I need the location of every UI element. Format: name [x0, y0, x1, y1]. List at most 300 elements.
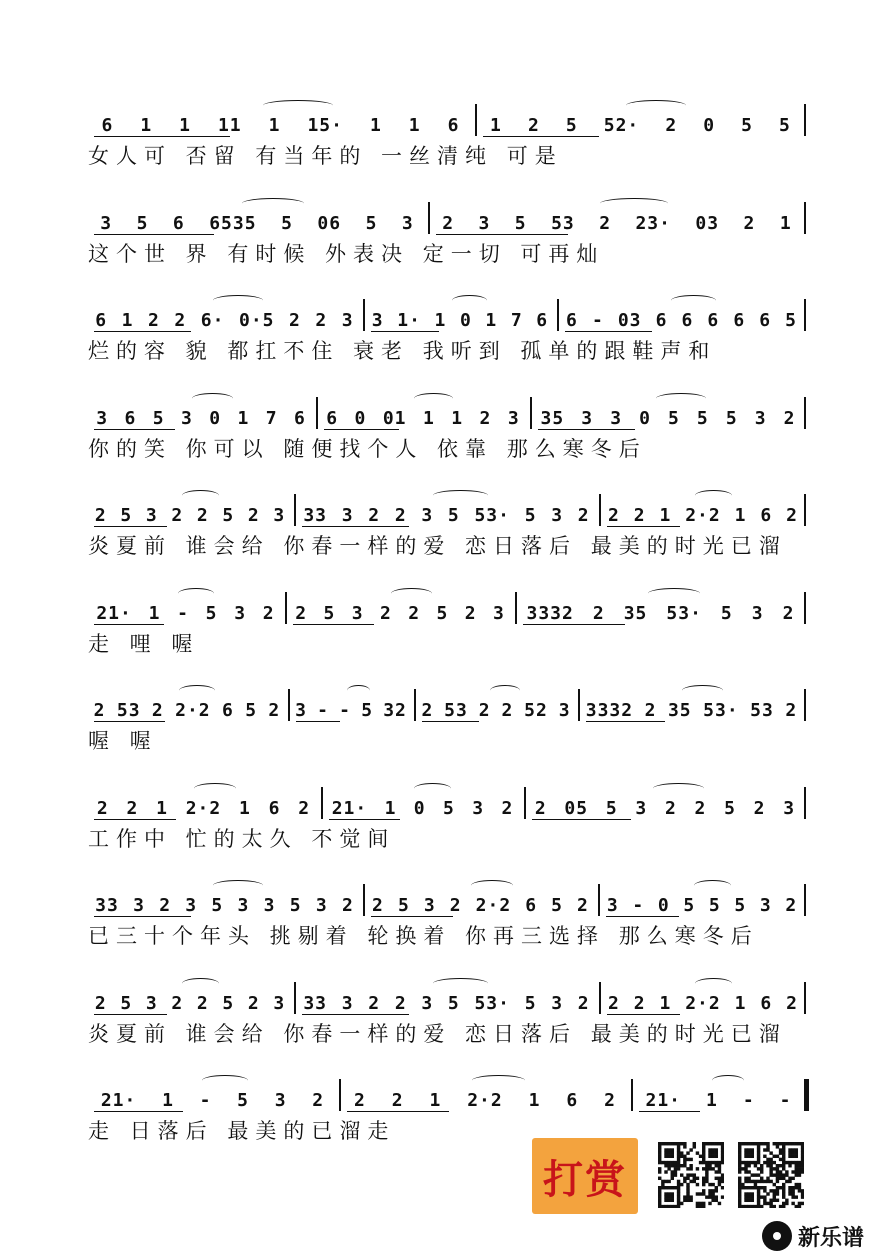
slur-arc — [682, 685, 723, 696]
slur-arc — [182, 978, 219, 989]
notation-line — [88, 980, 808, 1016]
slur-arc — [179, 685, 215, 696]
barline — [804, 397, 806, 429]
slur-arc — [194, 783, 236, 794]
note: 03 — [695, 212, 720, 234]
note: 3 — [180, 407, 193, 429]
note: 3 — [145, 992, 158, 1014]
note: 5 — [551, 895, 563, 916]
note: 2 — [782, 602, 795, 624]
note: 3 — [295, 700, 307, 721]
note: 2 — [786, 992, 798, 1014]
note: 3 — [423, 895, 436, 916]
lyric-line: 你的笑 你可以 随便找个人 依靠 那么寒冬后 — [88, 436, 647, 461]
note: 3 — [635, 797, 648, 819]
note: 1 — [140, 115, 153, 136]
note: 2 — [501, 797, 514, 819]
beam-line — [523, 624, 625, 625]
note: 5 — [720, 602, 733, 624]
note: 3 — [100, 212, 113, 234]
note: 5 — [281, 212, 293, 234]
slur-arc — [433, 978, 488, 989]
slur-arc — [452, 295, 487, 306]
score-system — [88, 580, 808, 668]
qr-code-icon — [738, 1142, 804, 1208]
beam-line — [302, 1014, 409, 1015]
note: 5 — [365, 212, 378, 234]
note: 3 — [759, 895, 772, 916]
note: 23· — [635, 212, 671, 234]
note: 7 — [510, 310, 523, 331]
slur-arc — [600, 198, 668, 209]
barline — [804, 494, 806, 526]
beam-line — [293, 624, 374, 625]
beam-line — [94, 526, 167, 527]
note: 2 — [93, 700, 106, 721]
slur-arc — [433, 490, 488, 501]
note: 3 — [581, 407, 594, 429]
note: 5 — [222, 505, 235, 526]
note: 2 — [442, 212, 455, 234]
qr-code-icon — [658, 1142, 724, 1208]
slur-arc — [472, 1075, 525, 1086]
note: 0 — [639, 407, 651, 429]
note: 1 — [659, 992, 672, 1014]
note: 0 — [354, 407, 367, 429]
note: 2 — [607, 505, 620, 526]
site-logo[interactable] — [762, 1220, 864, 1252]
note: 53 — [551, 212, 575, 234]
note: 2 — [408, 602, 421, 624]
beam-line — [532, 819, 631, 820]
note: 2 — [295, 602, 308, 624]
note: 6 — [222, 700, 234, 721]
note: 0·5 — [238, 310, 275, 331]
beam-line — [639, 1111, 700, 1112]
note: 3 — [558, 700, 571, 721]
note: 15· — [307, 115, 343, 136]
slur-arc — [671, 295, 716, 306]
note: 01 — [382, 407, 407, 429]
note: 2 — [368, 992, 381, 1014]
note: 11 — [217, 115, 242, 136]
note: 1 — [237, 407, 250, 429]
note: 3 — [274, 1090, 287, 1111]
lyric-line: 女人可 否留 有当年的 一丝清纯 可是 — [88, 144, 563, 168]
slur-arc — [695, 490, 732, 501]
note: 6 — [447, 115, 460, 136]
note: 5 — [323, 602, 336, 624]
notation-line — [88, 687, 808, 723]
note: 3 — [783, 797, 796, 819]
note: 6 — [525, 895, 538, 916]
beam-line — [371, 916, 453, 917]
note: 0 — [657, 895, 670, 916]
note: 3 — [754, 407, 767, 429]
note: 1 — [369, 115, 382, 136]
note: 2 — [174, 310, 187, 331]
score-system — [88, 872, 808, 960]
note: 33 — [95, 895, 119, 916]
note: 3 — [133, 895, 145, 916]
note: 6 — [681, 310, 694, 331]
notation-line — [88, 395, 808, 431]
beam-line — [302, 526, 409, 527]
score-system — [88, 190, 808, 278]
note: 2 — [753, 797, 766, 819]
note: 5 — [447, 505, 460, 526]
note: 35 — [540, 407, 565, 429]
note: 5 — [683, 895, 696, 916]
note: 2·2 — [467, 1090, 503, 1111]
note: 21· — [331, 797, 368, 819]
beam-line — [436, 234, 568, 235]
note: 1 — [451, 407, 464, 429]
note: 53· — [703, 700, 739, 721]
lyric-line: 已三十个年头 挑剔着 轮换着 你再三选择 那么寒冬后 — [88, 924, 759, 948]
note: 2·2 — [685, 992, 721, 1014]
lyric-line: 工作中 忙的太久 不觉间 — [88, 826, 396, 851]
logo-text: 新乐谱 — [798, 1225, 865, 1251]
beam-line — [94, 234, 214, 235]
note: 1· — [397, 310, 421, 331]
note: 2 — [534, 797, 547, 819]
beam-line — [94, 819, 176, 820]
note: 5 — [779, 115, 791, 136]
slur-arc — [414, 783, 451, 794]
note: 5 — [152, 407, 165, 429]
note: 3 — [237, 895, 250, 916]
note: 5 — [605, 797, 618, 819]
note: 2 — [577, 505, 590, 526]
note: 6 — [326, 407, 339, 429]
barline — [804, 982, 806, 1014]
note: 2 — [196, 992, 209, 1014]
note: 3 — [273, 992, 286, 1014]
note: 5 — [120, 505, 133, 526]
note: 1 — [528, 1090, 541, 1111]
note: 1 — [429, 1090, 442, 1111]
note: 2 — [394, 505, 407, 526]
score-system — [88, 775, 808, 863]
note: 1 — [121, 310, 134, 331]
slur-arc — [471, 880, 513, 891]
slur-arc — [213, 295, 263, 306]
note: 3 — [472, 797, 485, 819]
note: 2 — [464, 602, 477, 624]
note: 2 — [94, 992, 107, 1014]
note: - — [591, 310, 604, 331]
slur-arc — [347, 685, 370, 696]
slur-arc — [712, 1075, 744, 1086]
note: 2 — [394, 992, 407, 1014]
lyric-line: 这个世 界 有时候 外表决 定一切 可再灿 — [88, 241, 605, 266]
note: 5 — [120, 992, 133, 1014]
note: 6 — [95, 310, 108, 331]
note: - — [177, 602, 189, 624]
note: 03 — [617, 310, 642, 331]
note: 2 — [743, 212, 756, 234]
note: 2 — [577, 895, 589, 916]
note: 2 — [527, 115, 540, 136]
note: 1 — [734, 992, 747, 1014]
note: 5 — [668, 407, 680, 429]
note: 2 — [312, 1090, 325, 1111]
note: 2 — [96, 797, 109, 819]
note: 6 — [566, 310, 578, 331]
note: 2 — [665, 115, 678, 136]
note: 3 — [371, 310, 384, 331]
note: 1 — [434, 310, 447, 331]
score-system — [88, 677, 808, 765]
score-system — [88, 482, 808, 570]
note: 3 — [341, 505, 354, 526]
note: 3332 — [526, 602, 574, 624]
note: 5 — [222, 992, 235, 1014]
beam-line — [607, 1014, 680, 1015]
note: 5 — [436, 602, 449, 624]
note: 2 — [421, 700, 434, 721]
note: 6· — [200, 310, 225, 331]
beam-line — [483, 136, 599, 137]
note: 2 — [501, 700, 514, 721]
note: 5 — [785, 310, 797, 331]
lyric-line: 烂的容 貌 都扛不住 衰老 我听到 孤单的跟鞋声和 — [88, 339, 717, 363]
final-barline — [804, 1079, 809, 1111]
note: 0 — [703, 115, 716, 136]
note: 1 — [156, 797, 168, 819]
note: - — [317, 700, 329, 721]
note: 2 — [633, 992, 646, 1014]
note: 3 — [610, 407, 623, 429]
note: 5 — [724, 797, 736, 819]
note: 5 — [237, 1090, 249, 1111]
note: 1 — [490, 115, 502, 136]
beam-line — [371, 331, 439, 332]
notation-line — [88, 590, 808, 626]
notation-line — [88, 102, 808, 138]
note: 5 — [443, 797, 455, 819]
note: 2 — [171, 992, 184, 1014]
vinyl-disc-icon — [762, 1221, 792, 1251]
note: 1 — [485, 310, 498, 331]
slur-arc — [192, 393, 233, 404]
note: 53· — [666, 602, 702, 624]
note: - — [779, 1090, 792, 1111]
beam-line — [94, 1111, 183, 1112]
note: 2 — [126, 797, 139, 819]
note: 5 — [524, 992, 537, 1014]
notation-line — [88, 882, 808, 918]
beam-line — [94, 1014, 167, 1015]
note: 3 — [551, 992, 564, 1014]
note: 3 — [351, 602, 364, 624]
slur-arc — [490, 685, 520, 696]
notation-line — [88, 785, 808, 821]
notation-line — [88, 492, 808, 528]
note: 3 — [551, 505, 564, 526]
note: 5 — [734, 895, 747, 916]
note: 32 — [383, 700, 407, 721]
note: 3 — [315, 895, 328, 916]
note: 21· — [645, 1090, 681, 1111]
note: 6535 — [209, 212, 257, 234]
barline — [804, 884, 806, 916]
beam-line — [94, 916, 191, 917]
note: 6 — [124, 407, 137, 429]
note: 2 — [379, 602, 392, 624]
lyric-line: 走 日落后 最美的已溜走 — [88, 1119, 396, 1143]
note: 1 — [779, 212, 792, 234]
note: 3 — [145, 505, 158, 526]
note: 53· — [474, 505, 510, 526]
note: 1 — [238, 797, 251, 819]
note: 6 — [707, 310, 720, 331]
note: 2 — [353, 1090, 366, 1111]
slur-arc — [648, 588, 700, 599]
note: 3 — [234, 602, 247, 624]
slur-arc — [202, 1075, 248, 1086]
note: 21· — [96, 602, 132, 624]
note: 5 — [136, 212, 149, 234]
note: 5 — [725, 407, 738, 429]
note: 6 — [566, 1090, 579, 1111]
note: 6 — [268, 797, 281, 819]
note: 2 — [196, 505, 209, 526]
note: 6 — [733, 310, 746, 331]
note: 1 — [148, 602, 161, 624]
note: 2 — [341, 895, 354, 916]
score-system — [88, 287, 808, 375]
slur-arc — [656, 393, 706, 404]
note: - — [742, 1090, 755, 1111]
note: 3 — [273, 505, 286, 526]
note: 35 — [623, 602, 648, 624]
note: 5 — [211, 895, 224, 916]
beam-line — [329, 819, 400, 820]
note: 2 — [607, 992, 620, 1014]
slur-arc — [178, 588, 214, 599]
beam-line — [422, 721, 479, 722]
note: 3 — [751, 602, 764, 624]
note: 5 — [514, 212, 527, 234]
note: 3 — [185, 895, 198, 916]
slur-arc — [694, 880, 731, 891]
note: 52 — [524, 700, 548, 721]
note: 06 — [317, 212, 342, 234]
beam-line — [94, 721, 165, 722]
note: 2 — [577, 992, 590, 1014]
note: 05 — [564, 797, 589, 819]
score-system — [88, 970, 808, 1058]
note: 1 — [162, 1090, 174, 1111]
note: 0 — [413, 797, 426, 819]
barline — [804, 689, 806, 721]
note: 2 — [268, 700, 281, 721]
note: 2 — [159, 895, 172, 916]
note: 2 — [644, 700, 657, 721]
note: - — [199, 1090, 212, 1111]
note: 0 — [209, 407, 222, 429]
note: 5 — [708, 895, 721, 916]
note: 5 — [361, 700, 374, 721]
note: 3 — [421, 505, 434, 526]
note: 2·2 — [185, 797, 222, 819]
slur-arc — [242, 198, 304, 209]
note: 6 — [172, 212, 185, 234]
note: 53 — [116, 700, 141, 721]
note: 6 — [655, 310, 668, 331]
note: 53 — [444, 700, 468, 721]
note: 2·2 — [475, 895, 512, 916]
note: 6 — [101, 115, 114, 136]
note: 1 — [422, 407, 435, 429]
slur-arc — [695, 978, 732, 989]
note: 33 — [303, 505, 328, 526]
beam-line — [607, 526, 680, 527]
reward-button[interactable] — [532, 1138, 638, 1214]
beam-line — [565, 331, 652, 332]
beam-line — [586, 721, 665, 722]
note: 2 — [368, 505, 381, 526]
note: 1 — [408, 115, 421, 136]
note: 2 — [633, 505, 646, 526]
note: 5 — [696, 407, 709, 429]
note: 6 — [759, 310, 772, 331]
note: 3332 — [585, 700, 634, 721]
note: - — [632, 895, 645, 916]
note: 2 — [786, 505, 798, 526]
barline — [804, 202, 806, 234]
note: 5 — [447, 992, 460, 1014]
note: 35 — [667, 700, 692, 721]
slur-arc — [653, 783, 704, 794]
score-system — [88, 92, 808, 180]
note: 2 — [449, 895, 462, 916]
note: - — [339, 700, 351, 721]
slur-arc — [182, 490, 219, 501]
note: 2 — [315, 310, 328, 331]
barline — [804, 787, 806, 819]
note: 2 — [783, 407, 796, 429]
beam-line — [94, 136, 230, 137]
note: 2 — [151, 700, 164, 721]
note: 3 — [341, 310, 354, 331]
note: 5 — [565, 115, 578, 136]
note: 2 — [247, 992, 260, 1014]
note: 2 — [479, 407, 492, 429]
note: 53· — [474, 992, 510, 1014]
note: 2 — [171, 505, 184, 526]
note: 7 — [265, 407, 278, 429]
note: 6 — [760, 992, 773, 1014]
slur-arc — [414, 393, 453, 404]
notation-line — [88, 1077, 808, 1113]
slur-arc — [391, 588, 432, 599]
note: 33 — [303, 992, 328, 1014]
score-system — [88, 385, 808, 473]
note: 2 — [599, 212, 612, 234]
note: 1 — [268, 115, 281, 136]
beam-line — [538, 429, 635, 430]
note: 1 — [384, 797, 397, 819]
note: 2·2 — [175, 700, 211, 721]
barline — [804, 592, 806, 624]
note: 2·2 — [685, 505, 721, 526]
lyric-line: 炎夏前 谁会给 你春一样的爱 恋日落后 最美的时光已溜 — [88, 534, 787, 558]
note: 2 — [604, 1090, 616, 1111]
notation-line — [88, 297, 808, 333]
